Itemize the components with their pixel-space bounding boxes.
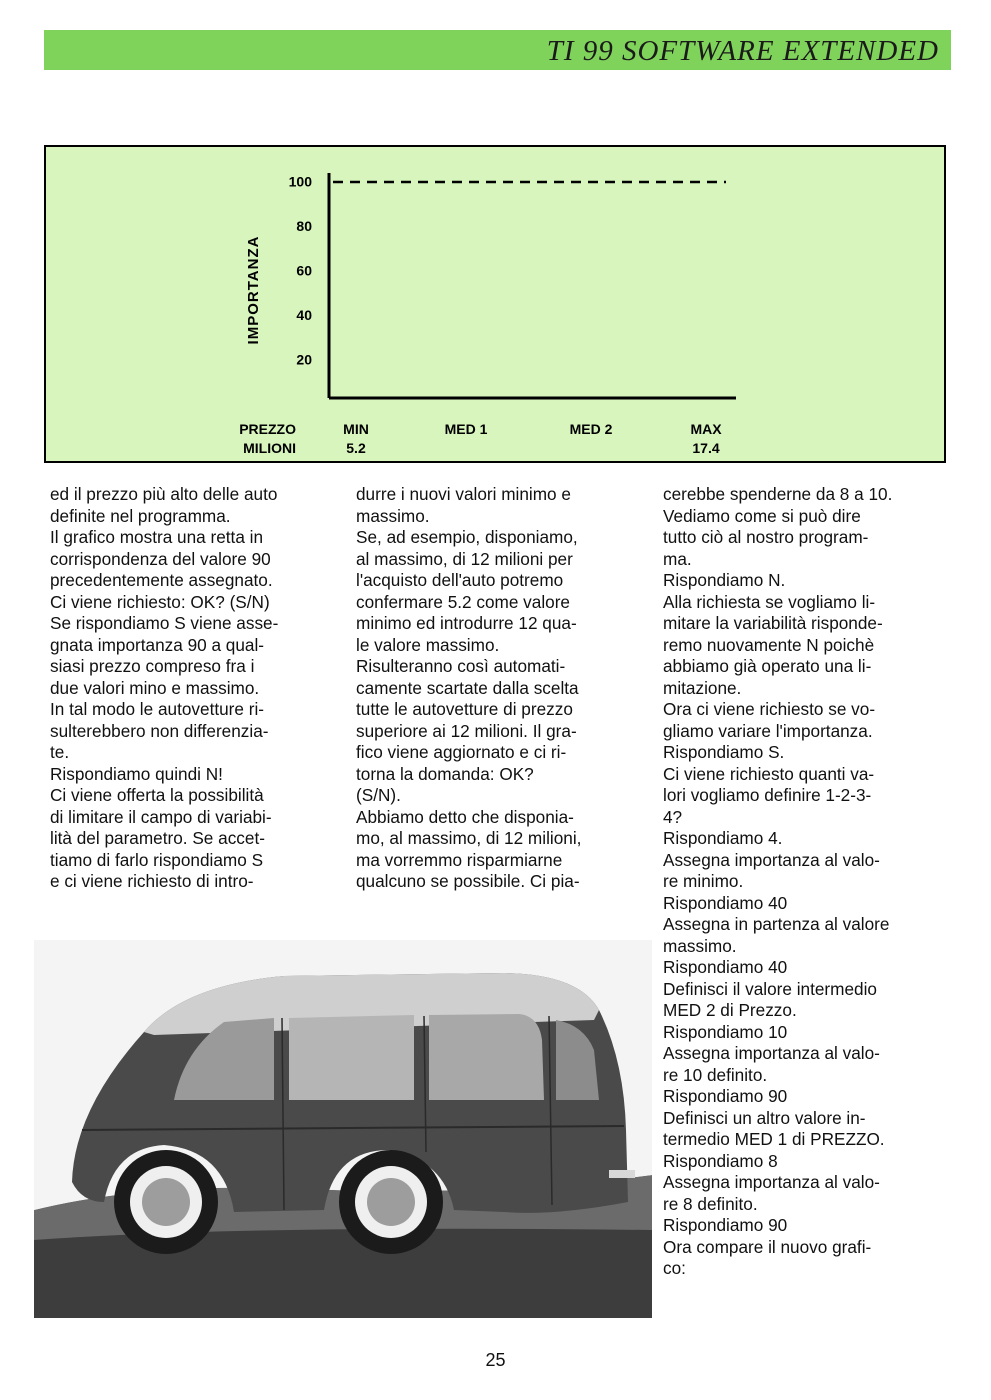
text-line: Abbiamo detto che disponia- <box>356 806 574 827</box>
text-line: definite nel programma. <box>50 505 231 526</box>
text-line: tutte le autovetture di prezzo <box>356 699 573 719</box>
text-line: gnata importanza 90 a qual- <box>50 634 265 655</box>
importance-chart <box>44 145 946 463</box>
text-line: corrispondenza del valore 90 <box>50 548 271 569</box>
text-line: fico viene aggiornato e ci ri- <box>356 742 567 762</box>
text-line: Definisci il valore intermedio <box>663 978 877 999</box>
text-line: Alla richiesta se vogliamo li- <box>663 591 876 612</box>
text-line: Rispondiamo 40 <box>663 892 788 913</box>
text-line: mitazione. <box>663 677 742 698</box>
text-line: Rispondiamo quindi N! <box>50 763 223 784</box>
text-line: Assegna in partenza al valore <box>663 914 890 934</box>
x-category-label: MED 1 <box>444 421 488 437</box>
text-line: sulterebbero non differenzia- <box>50 720 269 741</box>
header-band <box>44 30 951 70</box>
text-line: Definisci un altro valore in- <box>663 1107 866 1128</box>
text-line: Se rispondiamo S viene asse- <box>50 613 279 633</box>
text-line: precedentemente assegnato. <box>50 570 273 590</box>
text-line: lità del parametro. Se accet- <box>50 828 265 848</box>
text-line: 4? <box>663 806 683 827</box>
text-line: massimo. <box>663 935 737 956</box>
text-line: cerebbe spenderne da 8 a 10. <box>663 484 893 504</box>
y-axis-title: IMPORTANZA <box>245 235 262 345</box>
text-line: Se, ad esempio, disponiamo, <box>356 527 578 547</box>
text-line: superiore ai 12 milioni. Il gra- <box>356 720 577 741</box>
text-line: torna la domanda: OK? <box>356 763 534 784</box>
text-line: Rispondiamo 90 <box>663 1215 788 1235</box>
y-tick-label: 100 <box>288 173 312 190</box>
text-line: qualcuno se possibile. Ci pia- <box>356 871 580 891</box>
text-line: Ci viene offerta la possibilità <box>50 785 264 805</box>
text-line: Rispondiamo 90 <box>663 1086 788 1106</box>
text-line: Assegna importanza al valo- <box>663 849 880 870</box>
text-line: minimo ed introdurre 12 qua- <box>356 613 577 633</box>
text-line: camente scartate dalla scelta <box>356 677 579 698</box>
text-line: Ora ci viene richiesto se vo- <box>663 699 876 719</box>
text-line: due valori mino e massimo. <box>50 677 260 698</box>
text-line: durre i nuovi valori minimo e <box>356 484 571 504</box>
text-line: Assegna importanza al valo- <box>663 1172 880 1192</box>
x-category-value: 5.2 <box>346 440 366 456</box>
page-number: 25 <box>485 1350 506 1370</box>
text-line: re minimo. <box>663 871 744 891</box>
text-line: remo nuovamente N poichè <box>663 634 875 655</box>
x-category-label: MAX <box>690 421 722 437</box>
y-tick-label: 20 <box>296 351 312 368</box>
text-line: gliamo variare l'importanza. <box>663 720 873 741</box>
text-line: te. <box>50 742 70 762</box>
text-line: In tal modo le autovetture ri- <box>50 699 264 719</box>
text-line: Rispondiamo 40 <box>663 957 788 977</box>
text-line: termedio MED 1 di PREZZO. <box>663 1129 885 1149</box>
text-line: Rispondiamo S. <box>663 742 785 762</box>
x-axis-title-line: PREZZO <box>239 421 296 437</box>
text-line: Ci viene richiesto quanti va- <box>663 763 875 784</box>
text-line: Rispondiamo 8 <box>663 1150 778 1171</box>
chart-svg <box>46 147 944 461</box>
text-line: Risulteranno così automati- <box>356 656 566 676</box>
text-column-2 <box>356 484 642 893</box>
text-line: lori vogliamo definire 1-2-3- <box>663 785 872 805</box>
x-category-label: MIN <box>343 421 369 437</box>
text-line: le valore massimo. <box>356 634 500 655</box>
text-line: MED 2 di Prezzo. <box>663 1000 797 1020</box>
text-line: al massimo, di 12 milioni per <box>356 548 573 569</box>
text-line: tiamo di farlo rispondiamo S <box>50 849 264 870</box>
car-photo <box>34 940 652 1318</box>
y-tick-label: 60 <box>296 262 312 279</box>
text-line: confermare 5.2 come valore <box>356 591 570 612</box>
y-tick-label: 40 <box>296 307 312 324</box>
text-line: Vediamo come si può dire <box>663 505 861 526</box>
text-line: l'acquisto dell'auto potremo <box>356 570 564 590</box>
text-line: Il grafico mostra una retta in <box>50 527 264 547</box>
x-category-value: 17.4 <box>692 440 720 456</box>
text-line: ed il prezzo più alto delle auto <box>50 484 278 504</box>
text-line: re 10 definito. <box>663 1064 768 1085</box>
text-line: Rispondiamo 10 <box>663 1021 788 1042</box>
text-line: co: <box>663 1258 686 1278</box>
x-category-label: MED 2 <box>569 421 613 437</box>
text-line: siasi prezzo compreso fra i <box>50 656 255 676</box>
text-line: ma vorremmo risparmiarne <box>356 849 563 870</box>
text-line: Rispondiamo N. <box>663 570 786 590</box>
text-line: massimo. <box>356 505 430 526</box>
text-line: e ci viene richiesto di intro- <box>50 871 254 891</box>
text-line: Assegna importanza al valo- <box>663 1043 880 1063</box>
text-column-1 <box>50 484 330 893</box>
text-line: re 8 definito. <box>663 1193 758 1214</box>
text-line: di limitare il campo di variabi- <box>50 806 272 827</box>
running-header-title: TI 99 SOFTWARE EXTENDED <box>546 35 939 67</box>
text-line: Ora compare il nuovo grafi- <box>663 1236 872 1257</box>
text-line: tutto ciò al nostro program- <box>663 527 869 547</box>
y-tick-label: 80 <box>296 218 312 235</box>
text-line: mitare la variabilità risponde- <box>663 613 883 633</box>
text-line: Rispondiamo 4. <box>663 828 783 848</box>
text-line: (S/N). <box>356 785 401 805</box>
text-line: ma. <box>663 548 692 569</box>
text-line: abbiamo già operato una li- <box>663 656 872 676</box>
text-line: mo, al massimo, di 12 milioni, <box>356 828 582 848</box>
text-column-3 <box>663 484 948 1280</box>
x-axis-title-line: MILIONI <box>243 440 296 456</box>
text-line: Ci viene richiesto: OK? (S/N) <box>50 591 270 612</box>
